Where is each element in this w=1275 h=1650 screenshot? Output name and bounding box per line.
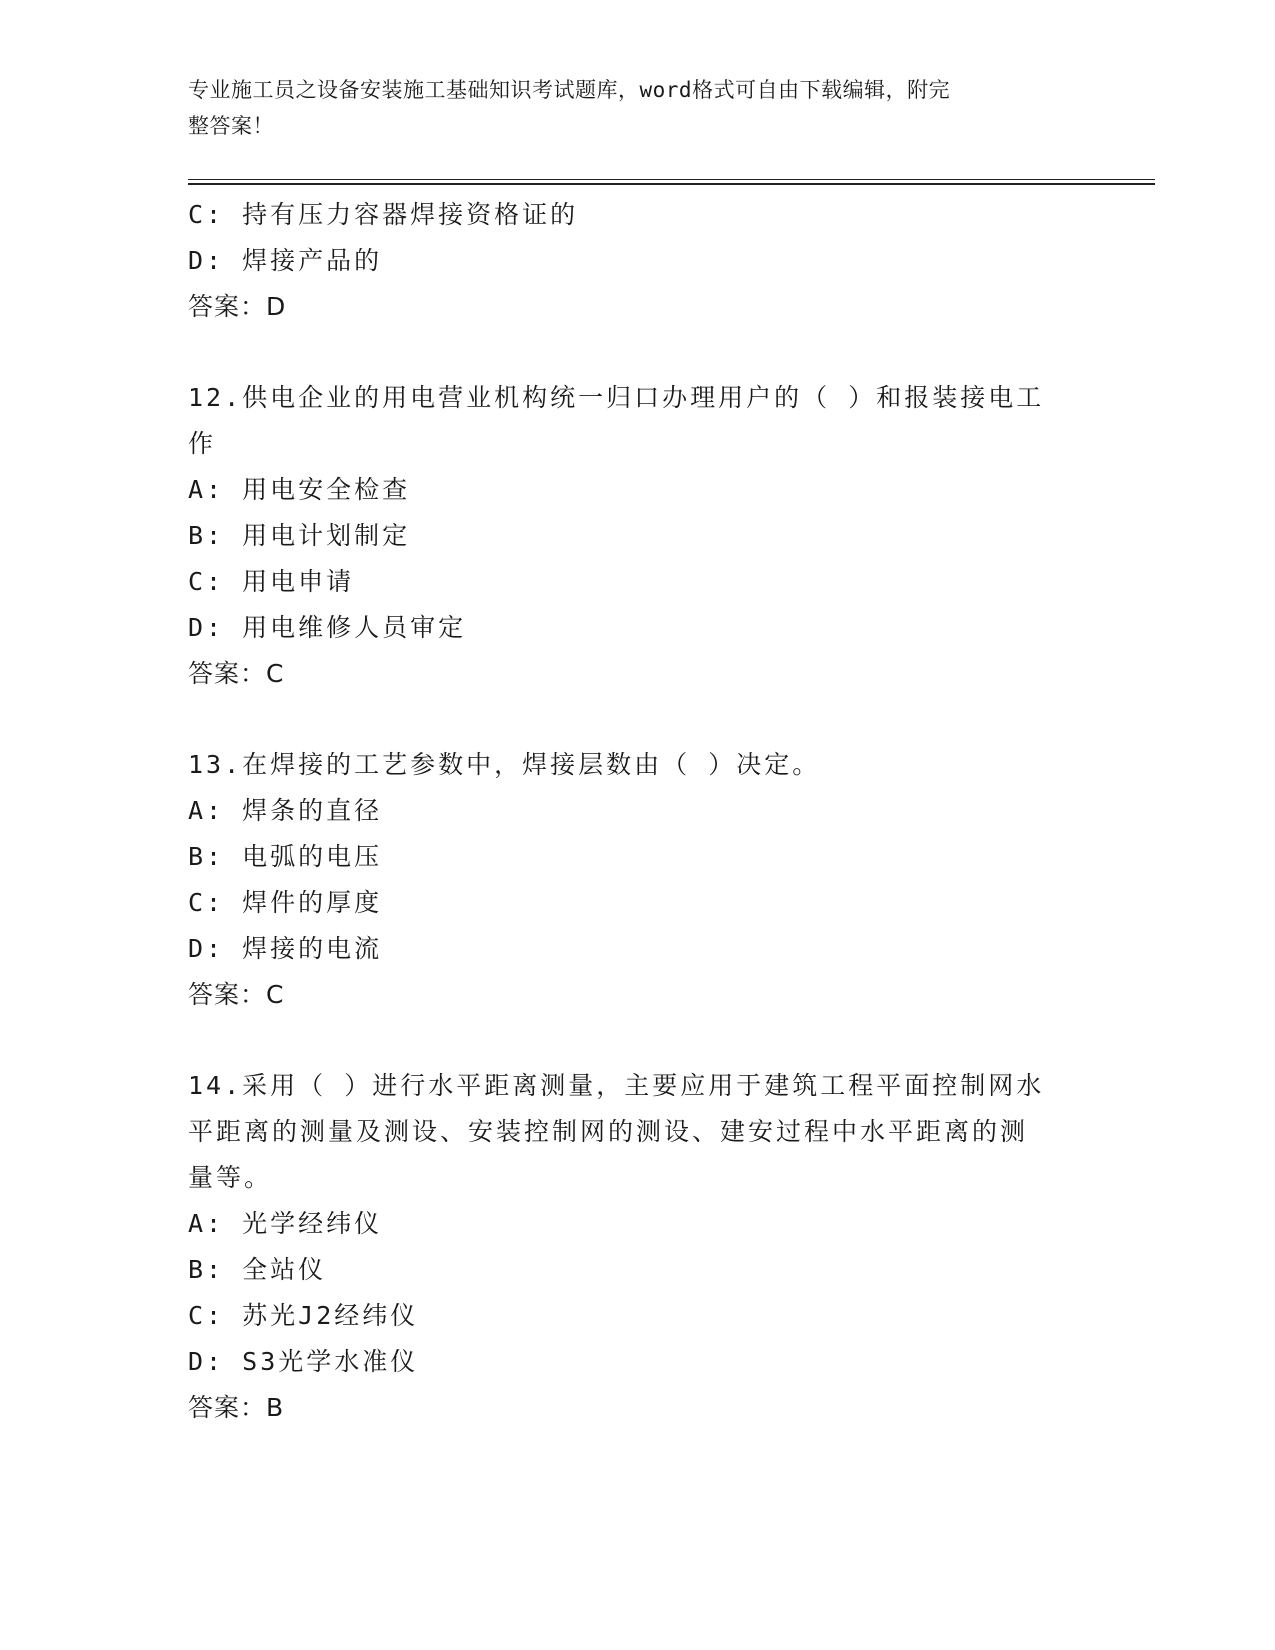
question-text-line: 作 xyxy=(188,429,217,458)
option-b: B: 电弧的电压 xyxy=(188,842,383,871)
question-text-line: 量等。 xyxy=(188,1163,273,1192)
question-text-line: 平距离的测量及测设、安装控制网的测设、建安过程中水平距离的测 xyxy=(188,1117,1029,1146)
option-a: A: 光学经纬仪 xyxy=(188,1209,383,1238)
question-13 xyxy=(188,742,1068,1018)
answer: 答案：C xyxy=(188,659,285,688)
option-a: A: 焊条的直径 xyxy=(188,796,383,825)
answer: 答案：B xyxy=(188,1393,285,1422)
question-11-continued xyxy=(188,192,1068,330)
answer: 答案：C xyxy=(188,980,285,1009)
option-b: B: 全站仪 xyxy=(188,1255,327,1284)
option-d: D: 焊接的电流 xyxy=(188,934,383,963)
option-c: C: 持有压力容器焊接资格证的 xyxy=(188,200,579,229)
question-text-line: 12.供电企业的用电营业机构统一归口办理用户的（ ）和报装接电工 xyxy=(188,383,1045,412)
document-header xyxy=(188,72,1068,144)
option-c: C: 用电申请 xyxy=(188,567,355,596)
option-c: C: 焊件的厚度 xyxy=(188,888,383,917)
option-d: D: 焊接产品的 xyxy=(188,246,383,275)
option-d: D: S3光学水准仪 xyxy=(188,1347,419,1376)
header-line-1: 专业施工员之设备安装施工基础知识考试题库，word格式可自由下载编辑，附完 xyxy=(188,78,951,102)
option-b: B: 用电计划制定 xyxy=(188,521,411,550)
document-body xyxy=(188,192,1068,1431)
question-12 xyxy=(188,375,1068,697)
option-d: D: 用电维修人员审定 xyxy=(188,613,467,642)
header-divider-thick xyxy=(188,183,1155,185)
option-a: A: 用电安全检查 xyxy=(188,475,411,504)
header-line-2: 整答案！ xyxy=(188,114,274,138)
answer: 答案：D xyxy=(188,292,287,321)
option-c: C: 苏光J2经纬仪 xyxy=(188,1301,419,1330)
question-text-line: 14.采用（ ）进行水平距离测量，主要应用于建筑工程平面控制网水 xyxy=(188,1071,1045,1100)
header-divider-thin xyxy=(188,179,1155,180)
question-text-line: 13.在焊接的工艺参数中，焊接层数由（ ）决定。 xyxy=(188,750,821,779)
question-14 xyxy=(188,1063,1068,1431)
